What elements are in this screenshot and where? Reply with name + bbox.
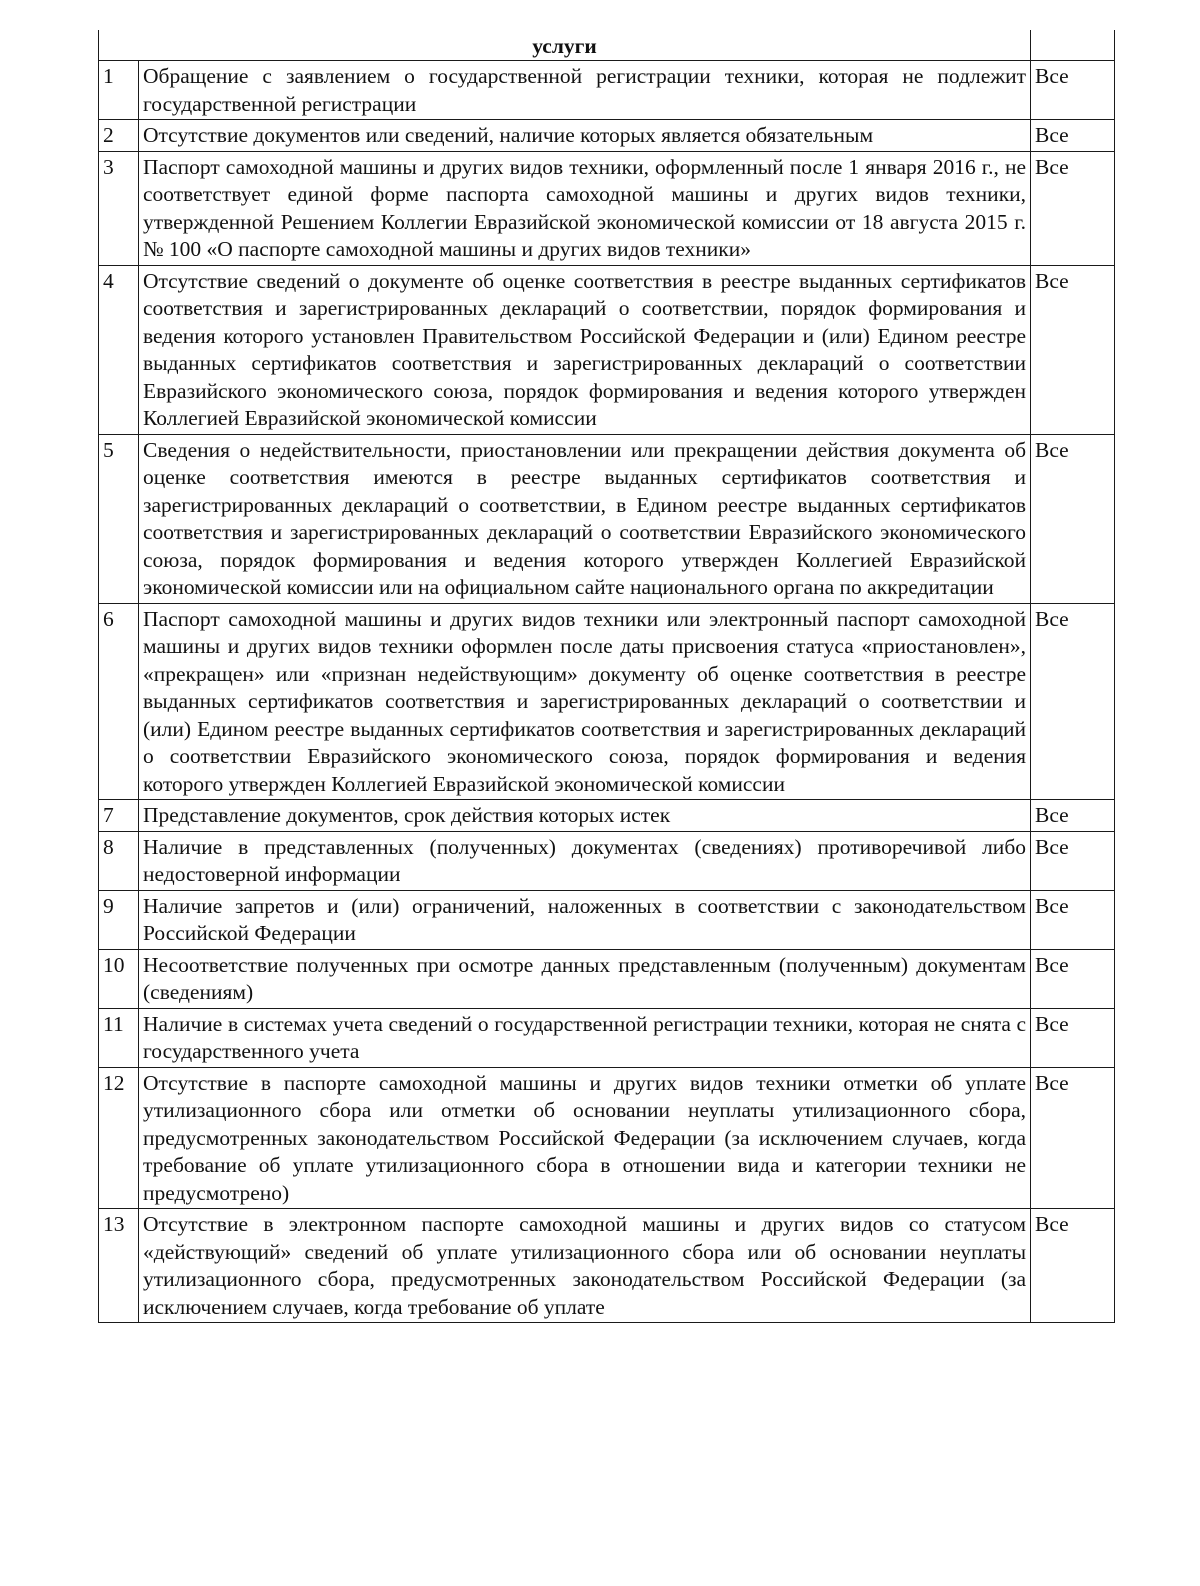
table-row xyxy=(99,1008,1115,1067)
row-applicant-category: Все xyxy=(1031,1008,1115,1067)
table-row xyxy=(99,120,1115,152)
table-row xyxy=(99,434,1115,603)
row-number: 4 xyxy=(99,265,139,434)
row-applicant-category: Все xyxy=(1031,434,1115,603)
row-ground-text: Обращение с заявлением о государственной регистрации техники, которая не подлежит государственной регистрации xyxy=(139,61,1031,120)
row-ground-text: Сведения о недействительности, приостановлении или прекращении действия документа об оценке соответствия имеются в реестре выданных сертификатов соответствия и зарегистрированных деклараций о соответствии, в Едином реестре выданных сертификатов соответствия и зарегистрированных деклараций о соответствии Евразийского экономического союза, порядок формирования и ведения которого утвержден Коллегией Евразийской экономической комиссии или на официальном сайте национального органа по аккредитации xyxy=(139,434,1031,603)
row-number: 9 xyxy=(99,890,139,949)
row-ground-text: Наличие запретов и (или) ограничений, наложенных в соответствии с законодательством Российской Федерации xyxy=(139,890,1031,949)
table-row xyxy=(99,800,1115,832)
row-number: 12 xyxy=(99,1067,139,1209)
row-applicant-category: Все xyxy=(1031,61,1115,120)
row-number: 1 xyxy=(99,61,139,120)
row-ground-text: Представление документов, срок действия которых истек xyxy=(139,800,1031,832)
row-ground-text: Паспорт самоходной машины и других видов техники, оформленный после 1 января 2016 г., не соответствует единой форме паспорта самоходной машины и других видов техники, утвержденной Решением Коллегии Евразийской экономической комиссии от 18 августа 2015 г. № 100 «О паспорте самоходной машины и других видов техники» xyxy=(139,151,1031,265)
row-number: 2 xyxy=(99,120,139,152)
row-ground-text: Отсутствие в электронном паспорте самоходной машины и других видов со статусом «действующий» сведений об уплате утилизационного сбора или об основании неуплаты утилизационного сбора, предусмотренных законодательством Российской Федерации (за исключением случаев, когда требование об уплате xyxy=(139,1209,1031,1323)
table-row xyxy=(99,890,1115,949)
row-applicant-category: Все xyxy=(1031,800,1115,832)
row-applicant-category: Все xyxy=(1031,603,1115,800)
row-applicant-category: Все xyxy=(1031,890,1115,949)
row-number: 8 xyxy=(99,831,139,890)
row-applicant-category: Все xyxy=(1031,831,1115,890)
document-page xyxy=(98,30,1114,1323)
header-cell xyxy=(99,30,1031,61)
grounds-table xyxy=(98,30,1115,1323)
row-number: 7 xyxy=(99,800,139,832)
row-ground-text: Отсутствие сведений о документе об оценке соответствия в реестре выданных сертификатов соответствия и зарегистрированных деклараций о соответствии, порядок формирования и ведения которого установлен Правительством Российской Федерации и (или) Едином реестре выданных сертификатов соответствия и зарегистрированных деклараций о соответствии Евразийского экономического союза, порядок формирования и ведения которого утвержден Коллегией Евразийской экономической комиссии xyxy=(139,265,1031,434)
row-number: 3 xyxy=(99,151,139,265)
row-applicant-category: Все xyxy=(1031,949,1115,1008)
row-applicant-category: Все xyxy=(1031,1067,1115,1209)
row-number: 5 xyxy=(99,434,139,603)
row-ground-text: Паспорт самоходной машины и других видов техники или электронный паспорт самоходной машины и других видов техники оформлен после даты присвоения статуса «приостановлен», «прекращен» или «признан недействующим» документу об оценке соответствия в реестре выданных сертификатов соответствия и зарегистрированных деклараций о соответствии и (или) Едином реестре выданных сертификатов соответствия и зарегистрированных деклараций о соответствии Евразийского экономического союза, порядок формирования и ведения которого утвержден Коллегией Евразийской экономической комиссии xyxy=(139,603,1031,800)
row-applicant-category: Все xyxy=(1031,151,1115,265)
row-number: 13 xyxy=(99,1209,139,1323)
table-row xyxy=(99,265,1115,434)
row-ground-text: Отсутствие документов или сведений, наличие которых является обязательным xyxy=(139,120,1031,152)
row-ground-text: Отсутствие в паспорте самоходной машины и других видов техники отметки об уплате утилизационного сбора или отметки об основании неуплаты утилизационного сбора, предусмотренных законодательством Российской Федерации (за исключением случаев, когда требование об уплате утилизационного сбора в отношении вида и категории техники не предусмотрено) xyxy=(139,1067,1031,1209)
table-row xyxy=(99,1067,1115,1209)
header-cell-empty xyxy=(1031,30,1115,61)
table-row xyxy=(99,61,1115,120)
table-row xyxy=(99,1209,1115,1323)
table-header-continuation xyxy=(99,30,1115,61)
row-ground-text: Наличие в представленных (полученных) документах (сведениях) противоречивой либо недостоверной информации xyxy=(139,831,1031,890)
table-row xyxy=(99,603,1115,800)
row-applicant-category: Все xyxy=(1031,265,1115,434)
row-applicant-category: Все xyxy=(1031,1209,1115,1323)
row-number: 11 xyxy=(99,1008,139,1067)
row-number: 10 xyxy=(99,949,139,1008)
table-row xyxy=(99,151,1115,265)
row-number: 6 xyxy=(99,603,139,800)
table-row xyxy=(99,831,1115,890)
row-applicant-category: Все xyxy=(1031,120,1115,152)
header-label: услуги xyxy=(532,34,597,58)
row-ground-text: Несоответствие полученных при осмотре данных представленным (полученным) документам (сведениям) xyxy=(139,949,1031,1008)
row-ground-text: Наличие в системах учета сведений о государственной регистрации техники, которая не снята с государственного учета xyxy=(139,1008,1031,1067)
table-row xyxy=(99,949,1115,1008)
